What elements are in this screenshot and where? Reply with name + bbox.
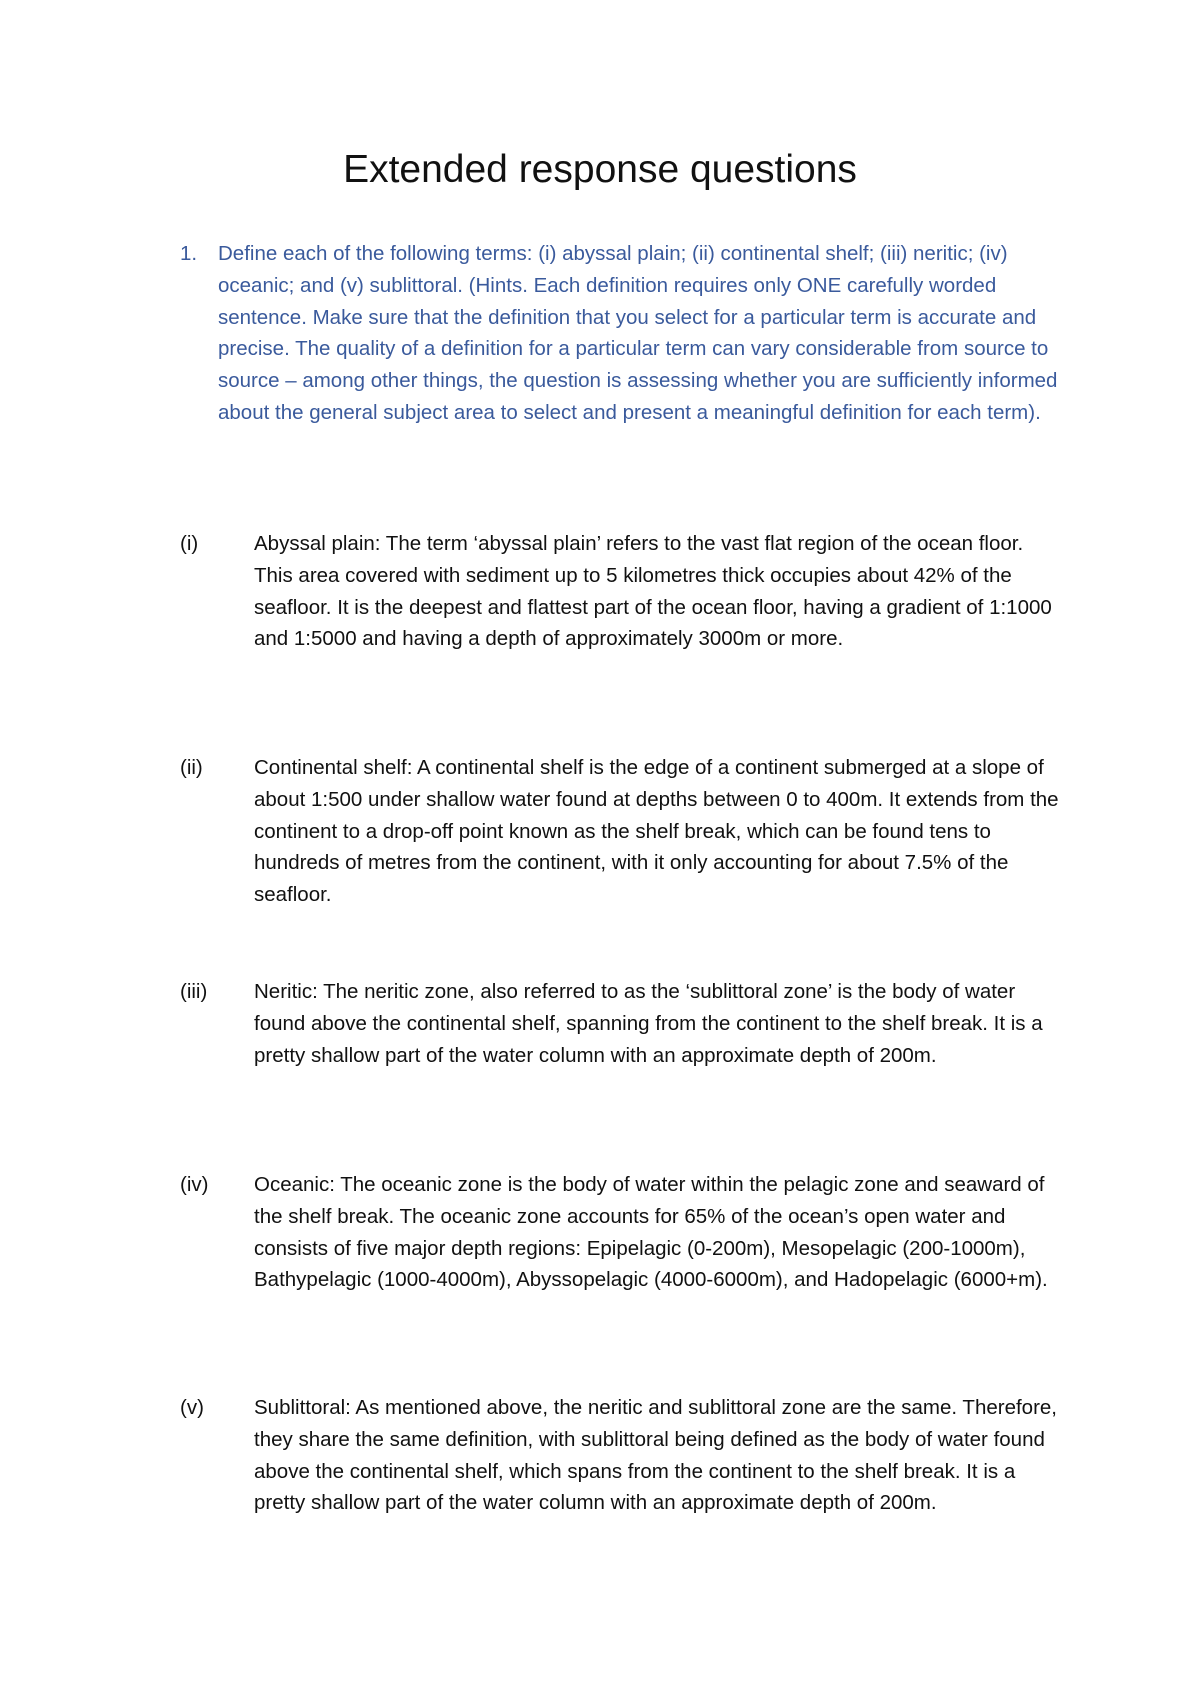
answer-text: Oceanic: The oceanic zone is the body of water within the pelagic zone and seaward of the shelf break. The oceanic zone accounts for 65% of the ocean’s open water and consists of five major depth regions: Epipelagic (0-200m), Mesopelagic (200-1000m), Bathypelagic (1000-4000m), Abyssopelagic (4000-6000m), and Hadopelagic (6000+m). (254, 1173, 1048, 1292)
question-text: Define each of the following terms: (i) abyssal plain; (ii) continental shelf; (iii) neritic; (iv) oceanic; and (v) sublittoral. (Hints. Each definition requires only ONE carefully worded sentence. Make sure that the definition that you select for a particular term is accurate and precise. The quality of a definition for a particular term can vary considerable from source to source – among other things, the question is assessing whether you are sufficiently informed about the general subject area to select and present a meaningful definition for each term). (218, 242, 1058, 424)
answer-text: Sublittoral: As mentioned above, the neritic and sublittoral zone are the same. Therefore, they share the same definition, with sublittoral being defined as the body of water found above the continental shelf, which spans from the continent to the shelf break. It is a pretty shallow part of the water column with an approximate depth of 200m. (254, 1396, 1058, 1515)
question-number: 1. (180, 242, 198, 265)
question-1 (180, 238, 1060, 429)
answer-sublittoral (180, 1392, 1060, 1519)
answer-number: (i) (180, 532, 199, 555)
answer-continental-shelf (180, 752, 1060, 911)
answer-text: Neritic: The neritic zone, also referred to as the ‘sublittoral zone’ is the body of water found above the continental shelf, spanning from the continent to the shelf break. It is a pretty shallow part of the water column with an approximate depth of 200m. (254, 980, 1043, 1067)
answer-number: (v) (180, 1396, 204, 1419)
page-title: Extended response questions (343, 148, 857, 191)
answer-oceanic (180, 1169, 1060, 1296)
answer-number: (iii) (180, 980, 208, 1003)
answer-number: (iv) (180, 1173, 209, 1196)
answer-neritic (180, 976, 1060, 1071)
answer-number: (ii) (180, 756, 203, 779)
answer-text: Abyssal plain: The term ‘abyssal plain’ refers to the vast flat region of the ocean floor. This area covered with sediment up to 5 kilometres thick occupies about 42% of the seafloor. It is the deepest and flattest part of the ocean floor, having a gradient of 1:1000 and 1:5000 and having a depth of approximately 3000m or more. (254, 532, 1052, 651)
answer-text: Continental shelf: A continental shelf is the edge of a continent submerged at a slope of about 1:500 under shallow water found at depths between 0 to 400m. It extends from the continent to a drop-off point known as the shelf break, which can be found tens to hundreds of metres from the continent, with it only accounting for about 7.5% of the seafloor. (254, 756, 1059, 907)
answer-abyssal-plain (180, 528, 1060, 655)
